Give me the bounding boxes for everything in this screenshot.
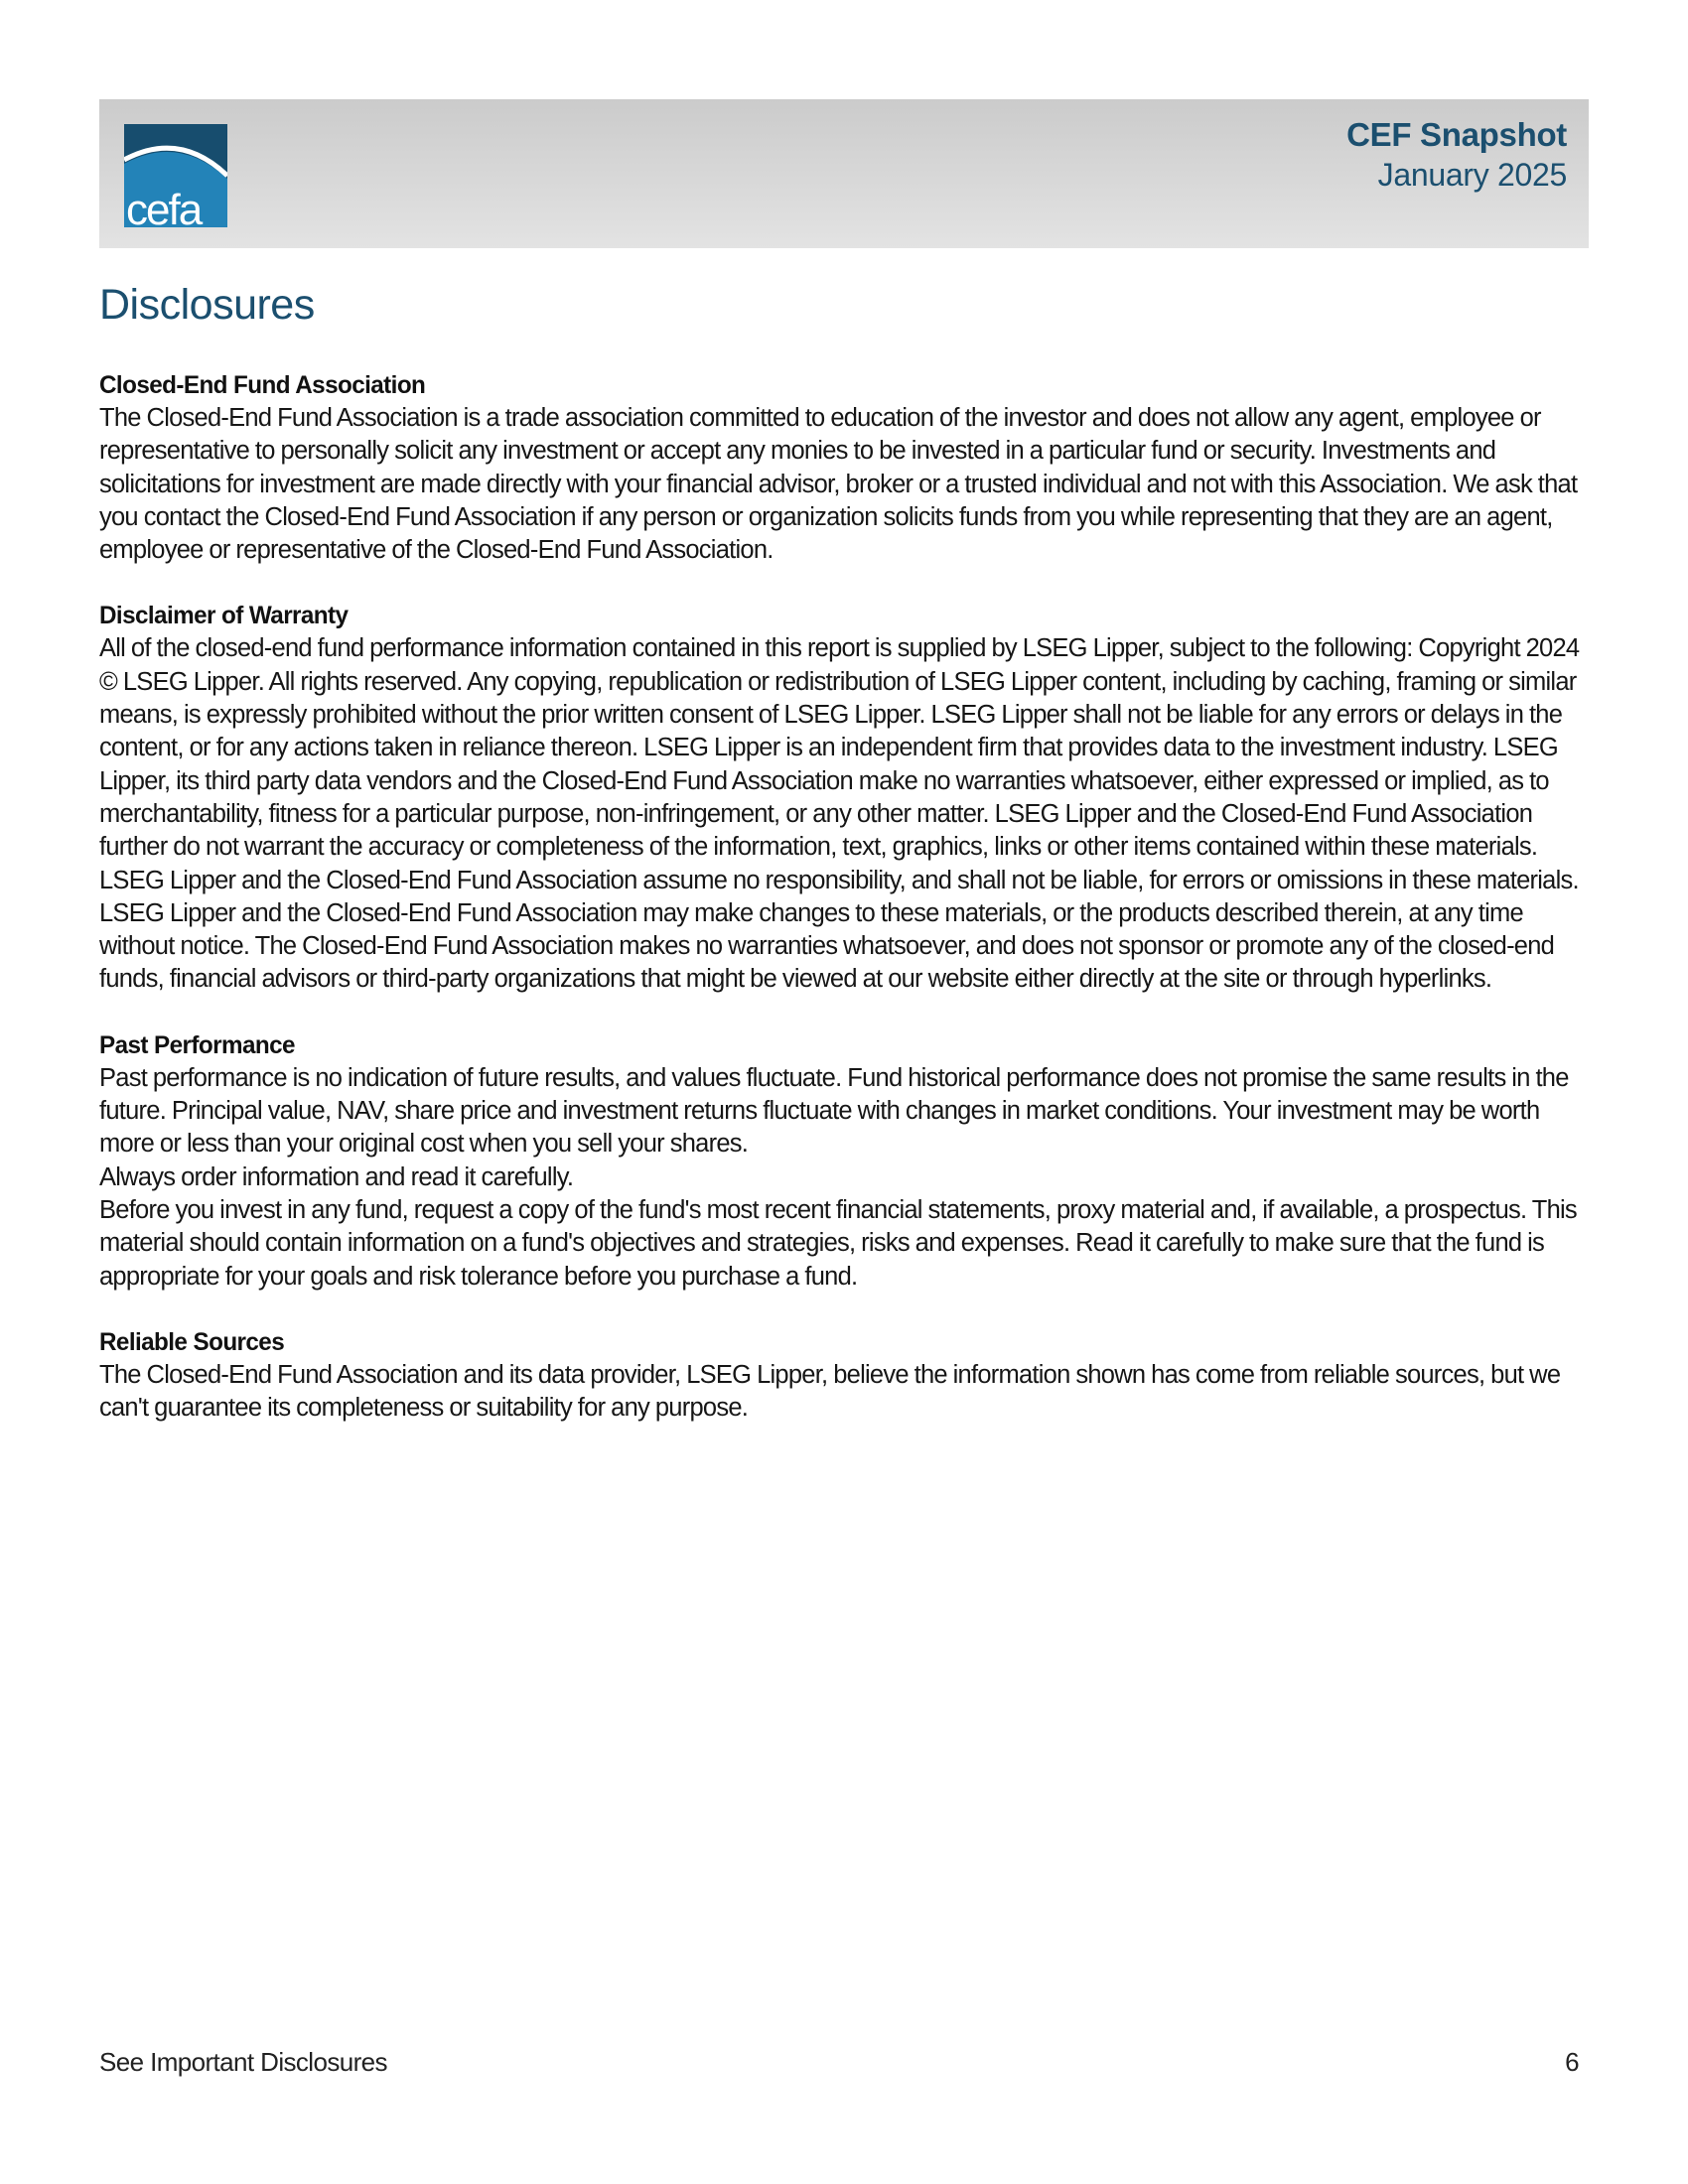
section-paragraph: The Closed-End Fund Association and its data provider, LSEG Lipper, believe the information shown has come from reliable sources, but we can't guarantee its completeness or suitability for any purpose. [99, 1360, 1561, 1423]
section-paragraph: All of the closed-end fund performance information contained in this report is supplied by LSEG Lipper, subject to the following: Copyright 2024 © LSEG Lipper. All rights reserved. Any copying, republication or redistribution of LSEG Lipper content, including by caching, framing or similar means, is expressly prohibited without the prior written consent of LSEG Lipper. LSEG Lipper shall not be liable for any errors or delays in the content, or for any actions taken in reliance thereon. LSEG Lipper is an independent firm that provides data to the investment industry. LSEG Lipper, its third party data vendors and the Closed-End Fund Association make no warranties whatsoever, either expressed or implied, as to merchantability, fitness for a particular purpose, non-infringement, or any other matter. LSEG Lipper and the Closed-End Fund Association further do not warrant the accuracy or completeness of the information, text, graphics, links or other items contained within these materials. LSEG Lipper and the Closed-End Fund Association assume no responsibility, and shall not be liable, for errors or omissions in these materials. LSEG Lipper and the Closed-End Fund Association may make changes to these materials, or the products described therein, at any time without notice. The Closed-End Fund Association makes no warranties whatsoever, and does not sponsor or promote any of the closed-end funds, financial advisors or third-party organizations that might be viewed at our website either directly at the site or through hyperlinks. [99, 634, 1580, 994]
section-disclaimer [99, 600, 1594, 996]
svg-text:cefa: cefa [126, 186, 202, 227]
section-paragraph: Before you invest in any fund, request a copy of the fund's most recent financial statements, proxy material and, if available, a prospectus. This material should contain information on a fund's objectives and strategies, risks and expenses. Read it carefully to make sure that the fund is appropriate for your goals and risk tolerance before you purchase a fund. [99, 1195, 1577, 1291]
footer-disclosure-note: See Important Disclosures [99, 2047, 387, 2077]
section-heading: Past Performance [99, 1030, 295, 1059]
report-title: CEF Snapshot [1346, 116, 1567, 153]
header-band [99, 99, 1589, 248]
section-reliable-sources [99, 1326, 1594, 1426]
section-heading: Closed-End Fund Association [99, 371, 426, 399]
section-paragraph: Past performance is no indication of future results, and values fluctuate. Fund historical performance does not promise the same results in the future. Principal value, NAV, share price and investment returns fluctuate with changes in market conditions. Your investment may be worth more or less than your original cost when you sell your shares. [99, 1063, 1569, 1159]
section-paragraph: Always order information and read it carefully. [99, 1162, 574, 1191]
report-header [1346, 115, 1567, 195]
section-heading: Disclaimer of Warranty [99, 602, 349, 630]
report-date: January 2025 [1377, 157, 1567, 193]
section-past-performance [99, 1029, 1594, 1294]
section-paragraph: The Closed-End Fund Association is a trade association committed to education of the investor and does not allow any agent, employee or representative to personally solicit any investment or accept any monies to be invested in a particular fund or security. Investments and solicitations for investment are made directly with your financial advisor, broker or a trusted individual and not with this Association. We ask that you contact the Closed-End Fund Association if any person or organization solicits funds from you while representing that they are an agent, employee or representative of the Closed-End Fund Association. [99, 404, 1578, 565]
disclosures-content [99, 369, 1594, 1457]
page-number: 6 [1565, 2047, 1579, 2077]
section-heading: Reliable Sources [99, 1327, 285, 1356]
section-cefa [99, 369, 1594, 567]
cefa-logo-icon [124, 124, 227, 227]
page-title: Disclosures [99, 281, 315, 329]
page-footer [99, 2047, 1579, 2078]
